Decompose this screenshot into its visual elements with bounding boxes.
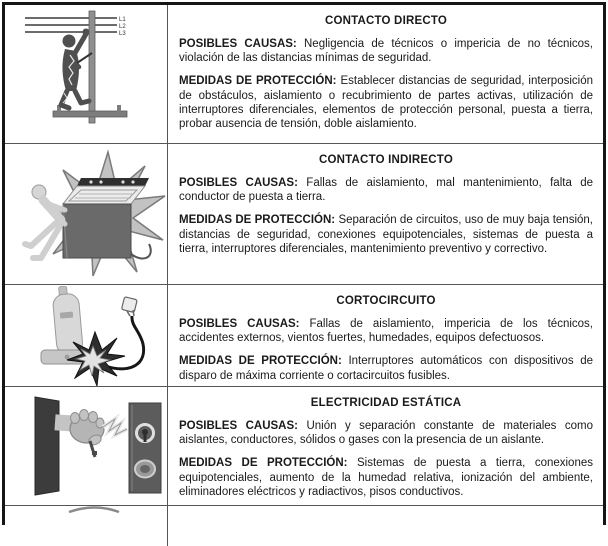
appliance-icon	[63, 178, 149, 258]
partial-text-cell	[168, 506, 603, 546]
measures-label: MEDIDAS DE PROTECCIÓN:	[179, 355, 342, 368]
table-row-contacto-directo	[5, 5, 603, 144]
hand-key-static-spark-illustration	[5, 387, 167, 505]
short-circuit-text-cell	[168, 285, 603, 386]
static-electricity-text-cell	[168, 387, 603, 505]
measures-paragraph	[179, 456, 593, 499]
vacuum-short-circuit-illustration	[5, 286, 167, 386]
measures-text: Sistemas de puesta a tierra, conexiones equipotenciales, aumento de la humedad relativa, ionización del ambiente, eliminadores eléctricos y radiactivos, pisos conductivos.	[179, 457, 593, 498]
measures-paragraph	[179, 354, 593, 382]
measures-label: MEDIDAS DE PROTECCIÓN:	[179, 457, 348, 470]
door-lock-plate-icon	[129, 403, 161, 493]
causes-label: POSIBLES CAUSAS:	[179, 318, 300, 330]
causes-paragraph	[179, 419, 593, 447]
causes-text: Negligencia de técnicos o impericia de no técnicos, violación de las distancias mínimas de seguridad.	[179, 38, 593, 65]
vacuum-base-detail	[65, 354, 70, 359]
causes-label: POSIBLES CAUSAS:	[179, 420, 298, 432]
measures-label: MEDIDAS DE PROTECCIÓN:	[179, 75, 337, 88]
measures-label: MEDIDAS DE PROTECCIÓN:	[179, 214, 336, 227]
electrical-hazards-table	[2, 2, 606, 525]
row-title: CONTACTO INDIRECTO	[319, 154, 453, 166]
causes-paragraph	[179, 317, 593, 345]
causes-text: Unión y separación constante de materiales como aislantes, conductores, sólidos o gases con la presencia de un aislante.	[179, 420, 593, 447]
causes-text: Fallas de aislamiento, mal mantenimiento, falta de conductor de puesta a tierra.	[179, 177, 594, 204]
short-circuit-illustration-cell	[5, 285, 168, 386]
measures-text: Interruptores automáticos con dispositivos de disparo de máxima corriente o cortacircuitos fusibles.	[179, 355, 593, 382]
partial-next-illustration	[5, 506, 167, 546]
table-row-contacto-indirecto	[5, 144, 603, 285]
causes-label: POSIBLES CAUSAS:	[179, 38, 297, 50]
measures-text: Separación de circuitos, uso de muy baja tensión, distancias de seguridad, conexiones equipotenciales, sistemas de puesta a tierra, interruptores diferenciales, mantenimiento preventivo y correctivo.	[179, 214, 593, 255]
measures-paragraph	[179, 213, 593, 256]
table-row-cortocircuito	[5, 285, 603, 387]
row-title: ELECTRICIDAD ESTÁTICA	[310, 397, 462, 409]
door-edge-icon	[35, 397, 59, 495]
climbing-worker-figure	[61, 29, 92, 109]
measures-paragraph	[179, 74, 593, 131]
causes-label: POSIBLES CAUSAS:	[179, 177, 298, 189]
row-title: CONTACTO DIRECTO	[324, 15, 448, 27]
table-row-partial	[5, 506, 603, 546]
partial-illustration-cell	[5, 506, 168, 546]
overhead-wires-icon	[25, 17, 126, 37]
static-spark-icon	[103, 419, 127, 435]
person-touching-appliance-illustration	[5, 144, 167, 284]
direct-contact-illustration-cell	[5, 5, 168, 143]
plug-icon	[121, 296, 137, 315]
direct-contact-text-cell	[168, 5, 603, 143]
wire-label-l2: L2	[119, 24, 126, 30]
causes-paragraph	[179, 176, 593, 204]
causes-text: Fallas de aislamiento, impericia de los técnicos, accidentes externos, vientos fuertes, humedades, equipos defectuosos.	[179, 318, 593, 345]
causes-paragraph	[179, 37, 593, 65]
row-title: CORTOCIRCUITO	[336, 295, 436, 307]
measures-text: Establecer distancias de seguridad, interposición de obstáculos, aislamiento o recubrimiento de partes activas, utilización de interruptores diferenciales, elementos de protección personal, puesta a tierra, probar ausencia de tensión, doble aislamiento.	[179, 75, 593, 131]
worker-on-power-pole-illustration	[5, 5, 167, 143]
table-row-electricidad-estatica	[5, 387, 603, 506]
wire-label-l1: L1	[119, 17, 126, 23]
wire-label-l3: L3	[119, 31, 126, 37]
indirect-contact-illustration-cell	[5, 144, 168, 284]
hand-holding-key-icon	[54, 410, 104, 458]
indirect-contact-text-cell	[168, 144, 603, 284]
static-electricity-illustration-cell	[5, 387, 168, 505]
appliance-cord-icon	[131, 244, 151, 259]
